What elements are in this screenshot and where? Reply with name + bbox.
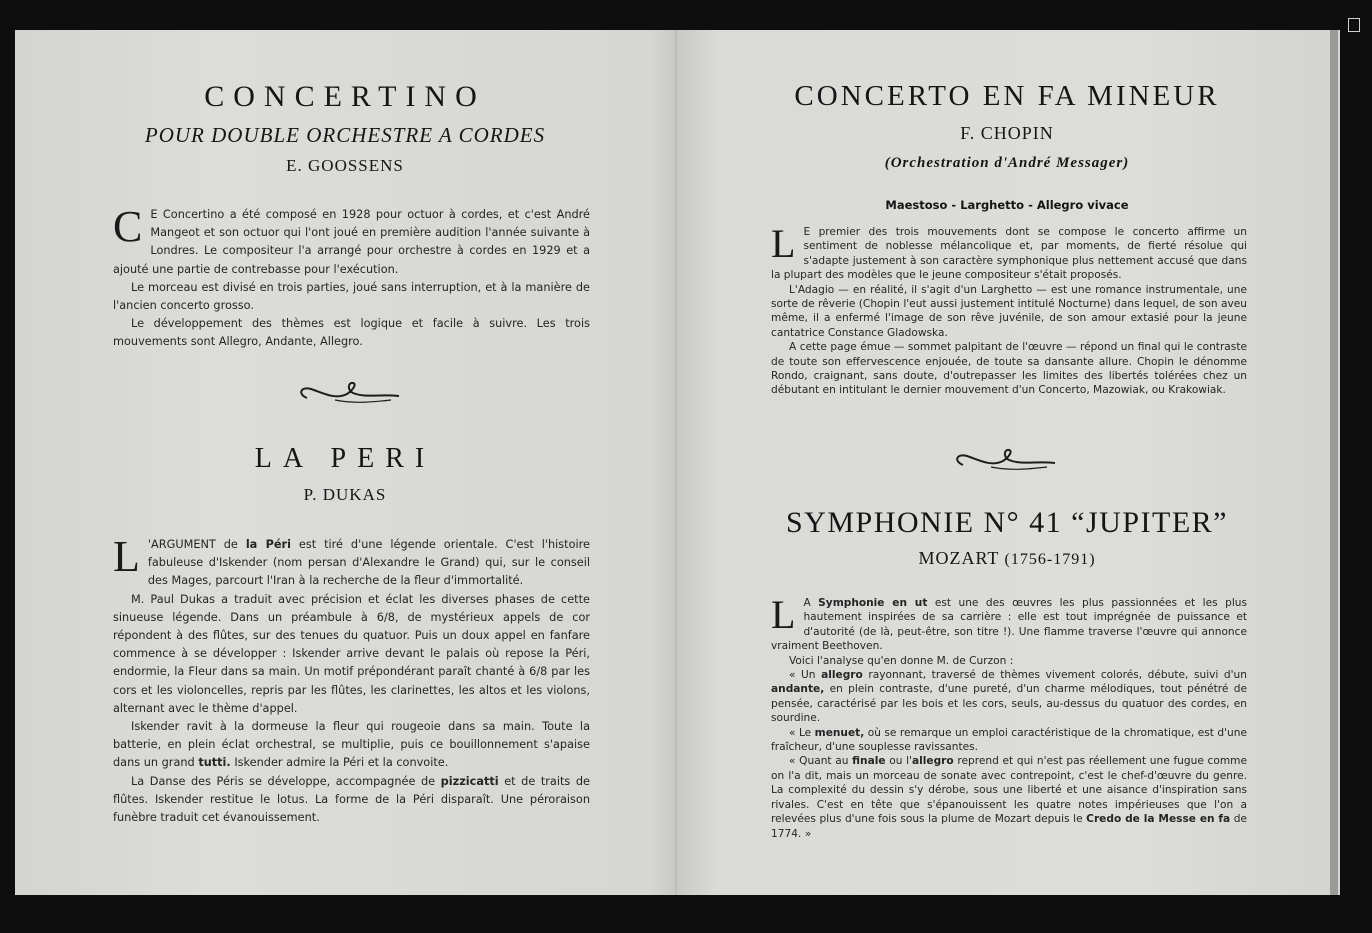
mozart-dates: (1756-1791) — [1004, 551, 1096, 568]
mozart-text — [771, 592, 1247, 841]
concertino-paragraph-2: Le morceau est divisé en trois parties, joué sans interruption, et à la manière de l'ancien concerto grosso. — [113, 280, 590, 313]
peri-text — [113, 532, 590, 827]
page-edge — [1330, 30, 1338, 895]
peri-paragraph-1: 'ARGUMENT de la Péri est tiré d'une légende orientale. C'est l'histoire fabuleuse d'Iskender (nom persan d'Alexandre le Grand) qui, sur le conseil des Mages, parcourt l'Iran à la recherche de la fleur d'immortalité. — [147, 538, 590, 588]
concertino-text — [113, 202, 590, 352]
mozart-paragraph-5: « Quant au finale ou l'allegro reprend et qui n'est pas réellement une fugue comme on l'a dit, mais un morceau de sonate avec contrepoint, c'est le chef-d'œuvre du genre. La complexité du dessin s'y dérobe, sous une liberté et une aisance d'inspiration sans rivales. C'est en tête que s'épanouissent les quatre notes impérieuses que l'on a relevées plus d'une fois sous la plume de Mozart depuis le Credo de la Messe en fa de 1774. » — [771, 755, 1247, 840]
chopin-paragraph-1: E premier des trois mouvements dont se compose le concerto affirme un sentiment de noblesse mélancolique et, par moments, de fierté résolue qui s'adapte justement à son caractère symphonique plus nettement accusé que dans la plupart des modèles que le jeune compositeur s'était proposés. — [771, 226, 1247, 282]
mozart-title: SYMPHONIE N° 41 “JUPITER” — [786, 506, 1228, 539]
peri-paragraph-4: La Danse des Péris se développe, accompagnée de pizzicatti et de traits de flûtes. Iskender restitue le lotus. La forme de la Péri disparaît. Une péroraison funèbre traduit cet évanouissement. — [113, 774, 590, 825]
peri-paragraph-2: M. Paul Dukas a traduit avec précision et éclat les diverses phases de cette sinueuse légende. Dans un préambule à 6/8, de mystérieux appels de cor répondent à des flûtes, sur des tenues du quatuor. Puis un doux appel en fanfare commence à se développer : Iskender arrive devant le palais où repose la Péri, endormie, la Fleur dans sa main. Un motif prépondérant paraît chanté à 6/8 par les cors et les violoncelles, repris par les flûtes, les clarinettes, les altos et les violons, alternant avec le thème d'appel. — [113, 592, 590, 715]
chopin-composer: F. CHOPIN — [960, 123, 1054, 143]
concertino-paragraph-1: E Concertino a été composé en 1928 pour octuor à cordes, et c'est André Mangeot et son octuor qui l'ont joué en première audition l'année suivante à Londres. Le compositeur l'a arrangé pour orchestre à cordes en 1929 et a ajouté une partie de contrebasse pour l'exécution. — [113, 208, 590, 276]
flourish-ornament-icon — [295, 380, 405, 408]
corner-mark — [1348, 18, 1360, 32]
dropcap-l: L — [113, 532, 140, 581]
chopin-orchestration: (Orchestration d'André Messager) — [884, 155, 1130, 171]
chopin-paragraph-3: A cette page émue — sommet palpitant de l'œuvre — répond un final qui le contraste de toute son effervescence enjouée, de toute sa dansante allure. Chopin le dénomme Rondo, craignant, sans doute, d'outrepasser les limites des libertés tolérées chez un débutant en intitulant le dernier mouvement d'un Concerto, Mazowiak, ou Krakowiak. — [771, 341, 1247, 397]
mozart-paragraph-4: « Le menuet, où se remarque un emploi caractéristique de la chromatique, est d'une fraîcheur, d'une souplesse ravissantes. — [771, 726, 1247, 754]
chopin-text — [771, 221, 1247, 398]
peri-paragraph-3: Iskender ravit à la dormeuse la fleur qui rougeoie dans sa main. Toute la batterie, en plein éclat orchestral, se multiplie, puis ce bouillonnement s'apaise dans un grand tutti. Iskender admire la Péri et la convoite. — [113, 720, 590, 770]
mozart-paragraph-2: Voici l'analyse qu'en donne M. de Curzon : — [789, 654, 1014, 667]
mozart-paragraph-1: A Symphonie en ut est une des œuvres les plus passionnées et les plus hautement inspirées de sa carrière : elle est tout imprégnée de puissance et d'autorité (de là, peut-être, son titre !). Une flamme traverse l'œuvre qui annonce vraiment Beethoven. — [771, 597, 1247, 653]
chopin-title: CONCERTO EN FA MINEUR — [794, 80, 1220, 112]
concertino-subtitle: POUR DOUBLE ORCHESTRE A CORDES — [144, 123, 546, 147]
dropcap-c: C — [113, 202, 143, 251]
mozart-composer-line — [827, 548, 1187, 569]
concertino-composer: E. GOOSSENS — [286, 156, 404, 175]
booklet-spread — [15, 30, 1340, 895]
peri-title: LA PERI — [254, 443, 436, 474]
mozart-composer: MOZART — [918, 548, 1000, 568]
dropcap-l: L — [771, 221, 796, 266]
mozart-paragraph-3: « Un allegro rayonnant, traversé de thèmes vivement colorés, débute, suivi d'un andante, en plein contraste, d'une pureté, d'un charme mélodiques, tout pénétré de pensée, caractérisé par les bois et les cors, seuls, au-dessus du quatuor des cordes, en sourdine. — [771, 669, 1247, 725]
chopin-paragraph-2: L'Adagio — en réalité, il s'agit d'un Larghetto — est une romance instrumentale, une sorte de rêverie (Chopin l'eut aussi justement intitulé Nocturne) dans lequel, de son aveu même, il a enfermé l'image de son rêve juvénile, de son amour extasié pour la jeune cantatrice Constance Gladowska. — [771, 283, 1247, 339]
concertino-title: CONCERTINO — [204, 80, 486, 113]
chopin-movements: Maestoso - Larghetto - Allegro vivace — [885, 198, 1129, 212]
right-page — [677, 30, 1340, 895]
left-page — [15, 30, 677, 895]
flourish-ornament-icon — [951, 447, 1061, 475]
dropcap-l: L — [771, 592, 796, 637]
concertino-paragraph-3: Le développement des thèmes est logique et facile à suivre. Les trois mouvements sont Allegro, Andante, Allegro. — [113, 317, 590, 349]
peri-composer: P. DUKAS — [303, 485, 387, 504]
